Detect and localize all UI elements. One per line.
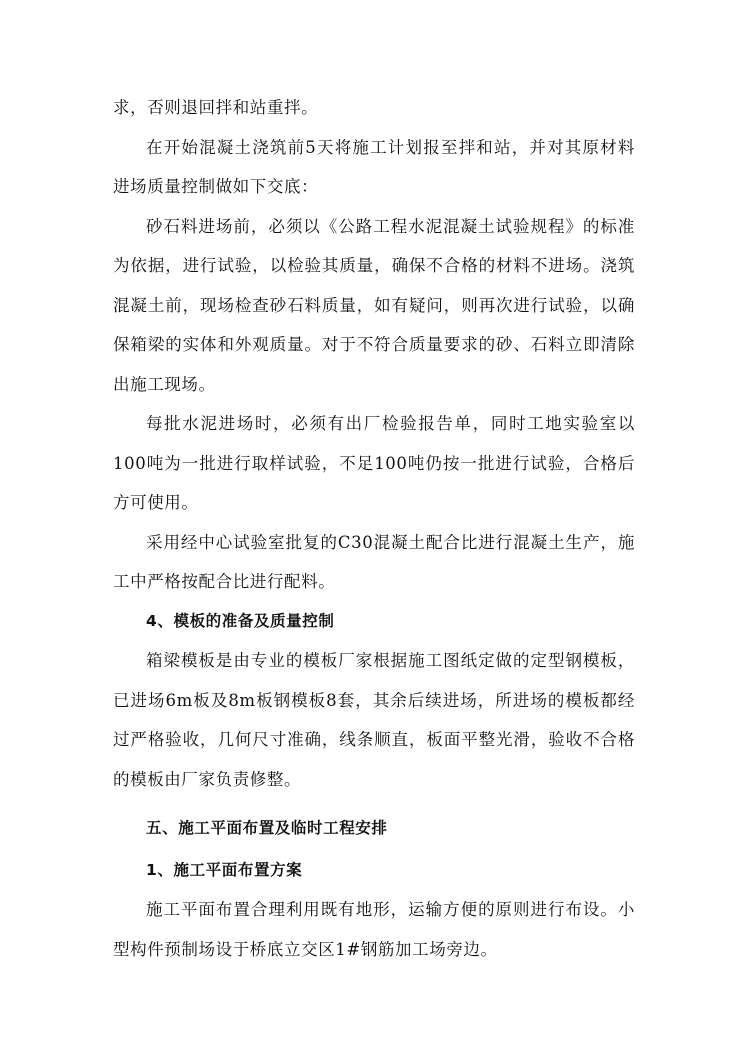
paragraph-continuation: 求，否则退回拌和站重拌。 (113, 98, 319, 117)
heading-layout-plan: 1、施工平面布置方案 (146, 860, 303, 879)
paragraph-mix-ratio: 采用经中心试验室批复的C30混凝土配合比进行混凝土生产，施工中严格按配合比进行配料。 (113, 532, 635, 591)
paragraph-schedule: 在开始混凝土浇筑前5天将施工计划报至拌和站，并对其原材料进场质量控制做如下交底： (113, 137, 635, 196)
paragraph-cement: 每批水泥进场时，必须有出厂检验报告单，同时工地实验室以100吨为一批进行取样试验，不足100吨仍按一批进行试验，合格后方可使用。 (113, 414, 635, 512)
paragraph-layout: 施工平面布置合理利用既有地形，运输方便的原则进行布设。小型构件预制场设于桥底立交区1#钢筋加工场旁边。 (113, 900, 635, 959)
document-page (113, 88, 635, 969)
paragraph-aggregate: 砂石料进场前，必须以《公路工程水泥混凝土试验规程》的标准为依据，进行试验，以检验其质量，确保不合格的材料不进场。浇筑混凝土前，现场检查砂石料质量，如有疑问，则再次进行试验，以确保箱梁的实体和外观质量。对于不符合质量要求的砂、石料立即清除出施工现场。 (113, 216, 635, 394)
paragraph-formwork: 箱梁模板是由专业的模板厂家根据施工图纸定做的定型钢模板，已进场6m板及8m板钢模板8套，其余后续进场，所进场的模板都经过严格验收，几何尺寸准确，线条顺直，板面平整光滑，验收不合格的模板由厂家负责修整。 (113, 651, 635, 789)
heading-formwork: 4、模板的准备及质量控制 (146, 611, 335, 630)
heading-site-layout: 五、施工平面布置及临时工程安排 (146, 819, 388, 837)
